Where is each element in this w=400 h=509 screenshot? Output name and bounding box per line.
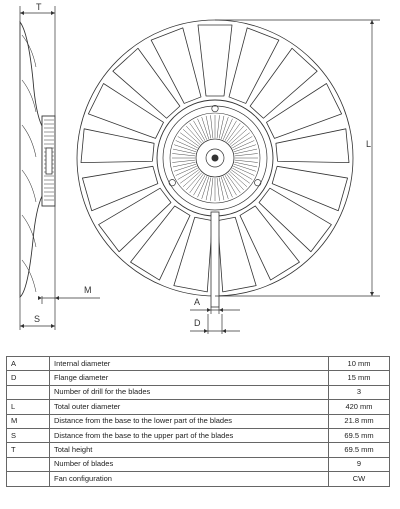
spec-symbol: L xyxy=(7,400,50,414)
spec-value: 420 mm xyxy=(329,400,390,414)
fan-blade xyxy=(198,25,232,96)
spec-value: 15 mm xyxy=(329,371,390,385)
spec-value: 21.8 mm xyxy=(329,414,390,428)
spec-symbol: T xyxy=(7,443,50,457)
dimension-label-a: A xyxy=(194,297,201,307)
spec-value: 3 xyxy=(329,385,390,399)
dimension-label-d: D xyxy=(194,318,201,328)
spec-symbol xyxy=(7,472,50,486)
spec-value: CW xyxy=(329,472,390,486)
specification-table xyxy=(6,356,390,487)
dim-t-arrow xyxy=(51,11,55,15)
spec-row xyxy=(7,400,390,414)
dimension-label-t: T xyxy=(36,2,42,12)
shaft xyxy=(211,212,219,307)
spec-symbol: M xyxy=(7,414,50,428)
dim-d-arrow xyxy=(222,329,226,333)
dim-s-arrow xyxy=(51,324,55,328)
spec-description: Number of blades xyxy=(50,457,329,471)
clutch-center-bore xyxy=(212,155,219,162)
specification-table-body xyxy=(7,357,390,487)
fan-side-view xyxy=(20,22,55,297)
spec-row xyxy=(7,428,390,442)
spec-row xyxy=(7,357,390,371)
spec-description: Flange diameter xyxy=(50,371,329,385)
side-blade-profile xyxy=(20,22,42,297)
spec-description: Fan configuration xyxy=(50,472,329,486)
spec-row xyxy=(7,472,390,486)
spec-symbol xyxy=(7,457,50,471)
spec-value: 9 xyxy=(329,457,390,471)
spec-description: Distance from the base to the upper part of the blades xyxy=(50,428,329,442)
dim-a-arrow xyxy=(219,308,223,312)
spec-description: Number of drill for the blades xyxy=(50,385,329,399)
dim-a-arrow xyxy=(207,308,211,312)
side-hub-nose xyxy=(46,148,52,174)
dim-m-arrow xyxy=(55,296,59,300)
spec-row xyxy=(7,385,390,399)
spec-symbol: D xyxy=(7,371,50,385)
spec-description: Total outer diameter xyxy=(50,400,329,414)
spec-row xyxy=(7,371,390,385)
dim-l-arrow xyxy=(370,292,374,296)
dim-m-arrow xyxy=(38,296,42,300)
dim-s-arrow xyxy=(20,324,24,328)
spec-description: Total height xyxy=(50,443,329,457)
dim-t-arrow xyxy=(20,11,24,15)
dim-d-arrow xyxy=(204,329,208,333)
dimension-label-m: M xyxy=(84,285,92,295)
spec-row xyxy=(7,443,390,457)
fan-front-view xyxy=(77,20,353,307)
spec-value: 69.5 mm xyxy=(329,443,390,457)
spec-row xyxy=(7,457,390,471)
spec-description: Internal diameter xyxy=(50,357,329,371)
spec-symbol: S xyxy=(7,428,50,442)
spec-row xyxy=(7,414,390,428)
dimension-label-l: L xyxy=(366,139,372,149)
spec-description: Distance from the base to the lower part of the blades xyxy=(50,414,329,428)
spec-value: 69.5 mm xyxy=(329,428,390,442)
dimension-label-s: S xyxy=(34,314,41,324)
spec-symbol xyxy=(7,385,50,399)
spec-value: 10 mm xyxy=(329,357,390,371)
spec-symbol: A xyxy=(7,357,50,371)
dim-l-arrow xyxy=(370,20,374,24)
